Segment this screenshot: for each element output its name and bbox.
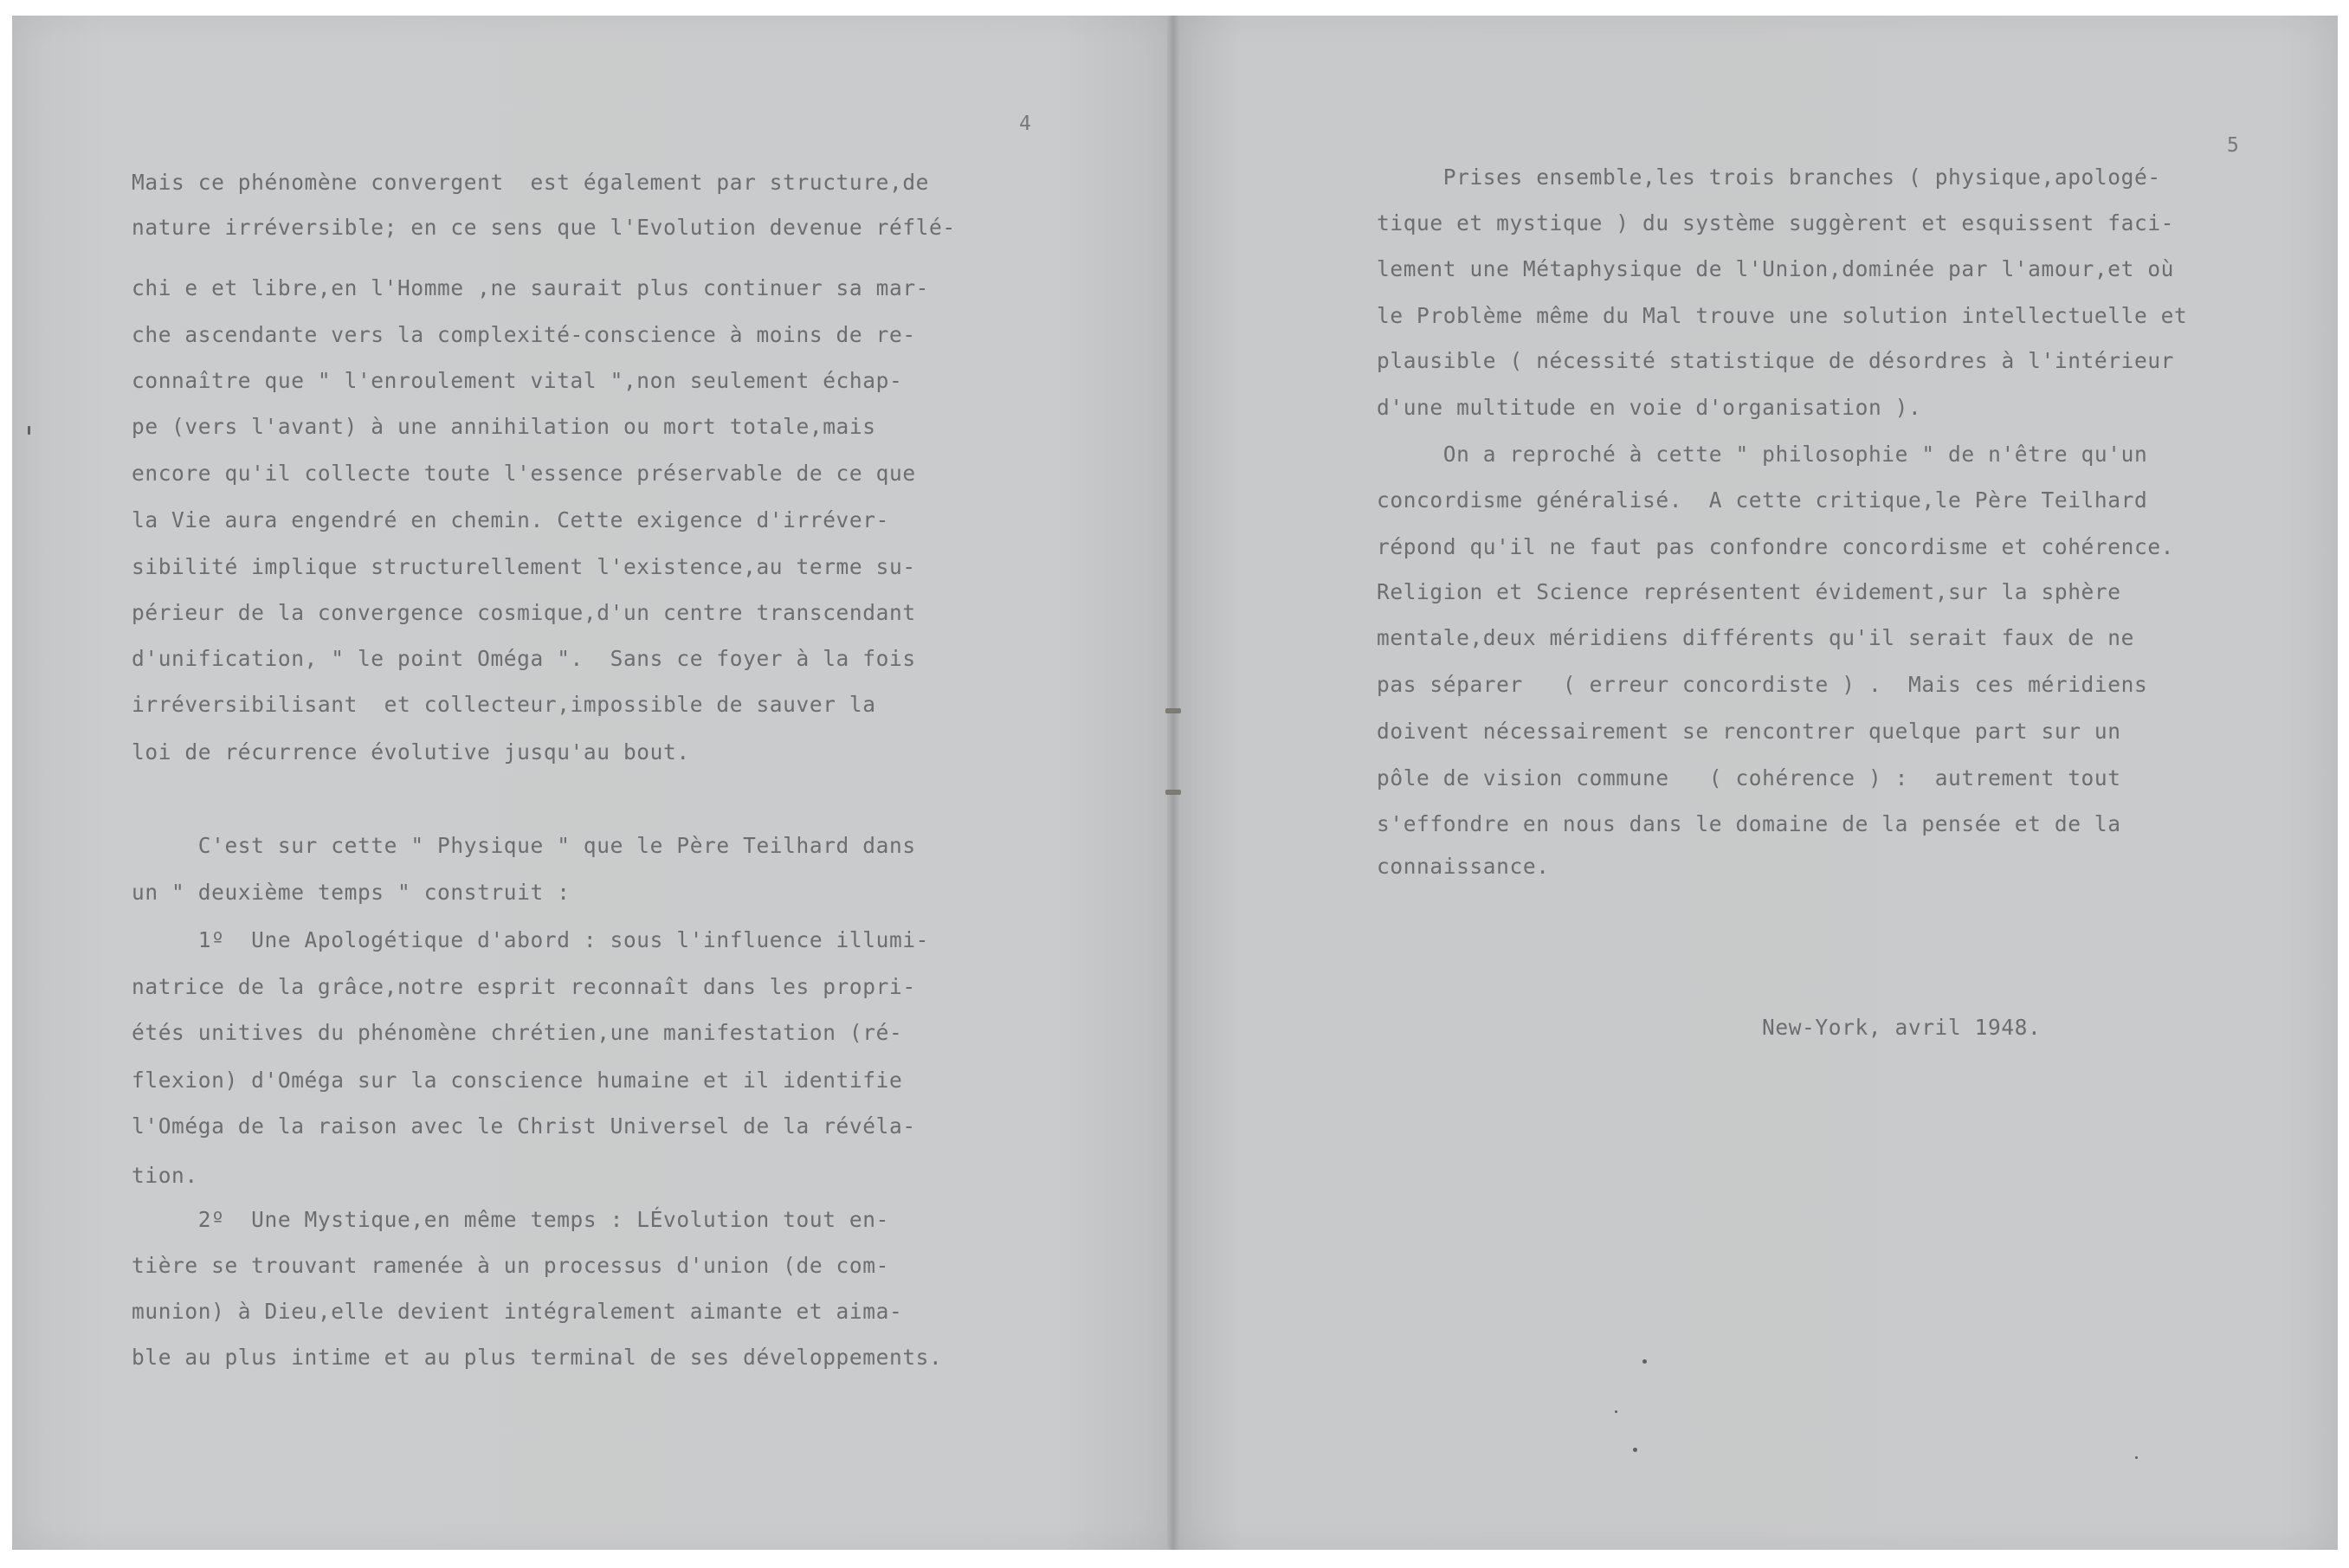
right-line-16: connaissance. (1377, 854, 1550, 879)
right-line-9: répond qu'il ne faut pas confondre concordisme et cohérence. (1377, 534, 2175, 559)
left-line-6: pe (vers l'avant) à une annihilation ou mort totale,mais (132, 414, 876, 439)
left-line-20: l'Oméga de la raison avec le Christ Universel de la révéla- (132, 1113, 916, 1139)
left-line-3: chi e et libre,en l'Homme ,ne saurait plus continuer sa mar- (132, 275, 930, 300)
left-line-17: natrice de la grâce,notre esprit reconnaît dans les propri- (132, 974, 916, 999)
right-line-4: le Problème même du Mal trouve une solution intellectuelle et (1377, 303, 2188, 328)
scan-speck (28, 426, 30, 435)
right-line-1: Prises ensemble,les trois branches ( physique,apologé- (1377, 165, 2161, 190)
left-line-24: munion) à Dieu,elle devient intégralement aimante et aima- (132, 1299, 903, 1324)
left-line-8: la Vie aura engendré en chemin. Cette exigence d'irréver- (132, 507, 889, 532)
left-line-13: loi de récurrence évolutive jusqu'au bout. (132, 739, 690, 765)
left-line-18: étés unitives du phénomène chrétien,une manifestation (ré- (132, 1020, 903, 1045)
scan-speck (1633, 1448, 1637, 1452)
right-line-3: lement une Métaphysique de l'Union,dominée par l'amour,et où (1377, 256, 2175, 281)
right-line-12: pas séparer ( erreur concordiste ) . Mais ces méridiens (1377, 672, 2148, 697)
left-line-21: tion. (132, 1163, 198, 1188)
left-line-25: ble au plus intime et au plus terminal de ses développements. (132, 1345, 943, 1370)
right-line-11: mentale,deux méridiens différents qu'il serait faux de ne (1377, 625, 2134, 650)
left-line-23: tière se trouvant ramenée à un processus d'union (de com- (132, 1253, 889, 1278)
left-line-10: périeur de la convergence cosmique,d'un centre transcendant (132, 600, 916, 625)
right-line-7: On a reproché à cette " philosophie " de n'être qu'un (1377, 442, 2148, 467)
right-line-2: tique et mystique ) du système suggèrent et esquissent faci- (1377, 210, 2175, 236)
left-line-16: 1º Une Apologétique d'abord : sous l'influence illumi- (132, 927, 930, 952)
left-line-4: che ascendante vers la complexité-conscience à moins de re- (132, 322, 916, 347)
left-line-19: flexion) d'Oméga sur la conscience humaine et il identifie (132, 1068, 903, 1093)
scan-speck (2135, 1456, 2138, 1459)
right-line-14: pôle de vision commune ( cohérence ) : autrement tout (1377, 765, 2121, 790)
left-line-15: un " deuxième temps " construit : (132, 880, 571, 905)
right-line-10: Religion et Science représentent évidement,sur la sphère (1377, 579, 2121, 604)
left-line-14: C'est sur cette " Physique " que le Père Teilhard dans (132, 833, 916, 858)
scan-speck (1642, 1359, 1647, 1364)
left-line-1: Mais ce phénomène convergent est également par structure,de (132, 170, 930, 195)
left-line-11: d'unification, " le point Oméga ". Sans ce foyer à la fois (132, 646, 916, 671)
right-line-8: concordisme généralisé. A cette critique,le Père Teilhard (1377, 487, 2148, 513)
scan-speck (1615, 1410, 1617, 1413)
left-line-5: connaître que " l'enroulement vital ",non seulement échap- (132, 368, 903, 393)
staple-bottom (1165, 790, 1181, 795)
place-date-signature: New-York, avril 1948. (1762, 1015, 2042, 1040)
right-page-number: 5 (2227, 134, 2240, 157)
left-line-12: irréversibilisant et collecteur,impossible de sauver la (132, 692, 876, 717)
left-line-2: nature irréversible; en ce sens que l'Evolution devenue réflé- (132, 215, 956, 240)
right-line-6: d'une multitude en voie d'organisation ). (1377, 395, 1922, 420)
left-line-9: sibilité implique structurellement l'existence,au terme su- (132, 554, 916, 579)
left-page-number: 4 (1019, 113, 1032, 135)
left-line-7: encore qu'il collecte toute l'essence préservable de ce que (132, 461, 916, 486)
left-line-22: 2º Une Mystique,en même temps : LÉvolution tout en- (132, 1207, 889, 1232)
right-line-15: s'effondre en nous dans le domaine de la pensée et de la (1377, 811, 2121, 836)
right-line-13: doivent nécessairement se rencontrer quelque part sur un (1377, 719, 2121, 744)
right-line-5: plausible ( nécessité statistique de désordres à l'intérieur (1377, 348, 2175, 373)
staple-top (1165, 708, 1181, 713)
binding-gutter (1167, 16, 1179, 1550)
